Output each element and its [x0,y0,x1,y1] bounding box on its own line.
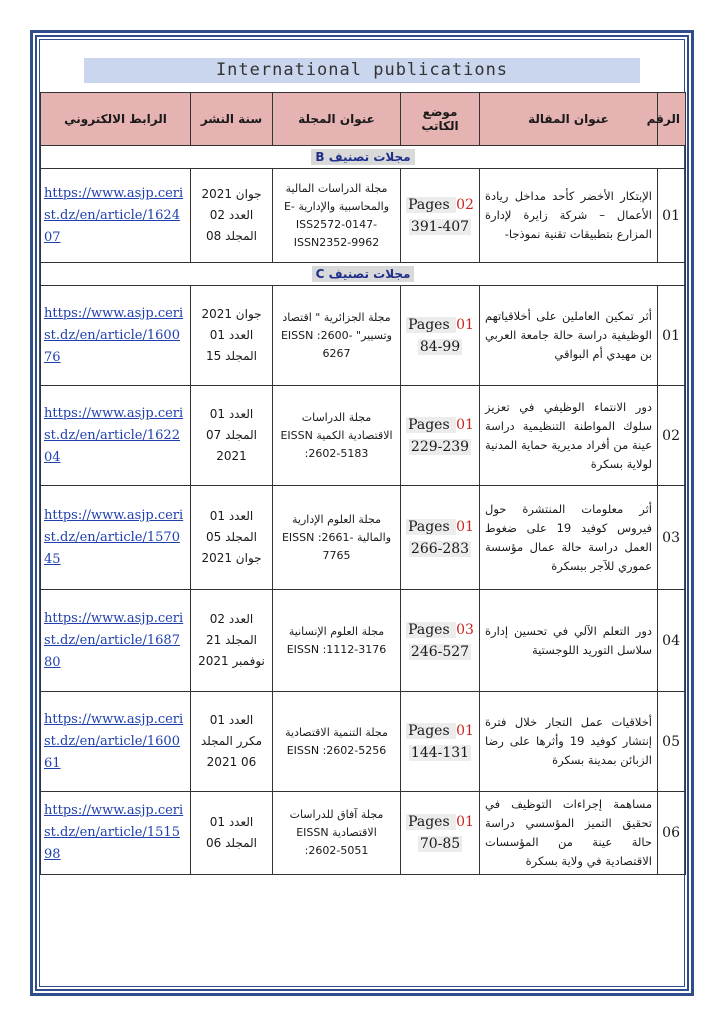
publication-year: العدد 01 مكرر المجلد 06 2021 [191,692,273,792]
pages-range: 266-283 [410,540,470,557]
category-b-header [41,146,686,169]
category-c-header-label: مجلات تصنيف C [312,266,415,282]
journal-title: مجلة آفاق للدراسات الاقتصادية EISSN :2602-5051 [273,792,401,875]
article-title: الإبتكار الأخضر كأحد مداخل ريادة الأعمال – شركة زايرة لإدارة المزارع بتطبيقات تقنية نموذجا- [480,169,658,263]
publication-year: العدد 02 المجلد 21 نوفمبر 2021 [191,590,273,692]
article-link[interactable]: https://www.asjp.cerist.dz/en/article/160061 [44,711,184,771]
table-row [41,286,686,386]
author-position [401,590,480,692]
article-link[interactable]: https://www.asjp.cerist.dz/en/article/168780 [44,610,184,670]
publication-year: العدد 01 المجلد 05 جوان 2021 [191,486,273,590]
header-position: موضع الكاتب [401,93,480,146]
publication-year: العدد 01 المجلد 06 [191,792,273,875]
table-row [41,792,686,875]
pages-range: 246-527 [410,643,470,660]
pages-range: 391-407 [410,218,470,235]
pages-range: 229-239 [410,438,470,455]
author-rank: 01 [456,722,474,739]
article-link[interactable]: https://www.asjp.cerist.dz/en/article/157045 [44,507,184,567]
article-title: دور التعلم الآلي في تحسين إدارة سلاسل التوريد اللوجستية [480,590,658,692]
table-row [41,386,686,486]
article-title: دور الانتماء الوظيفي في تعزيز سلوك المواطنة التنظيمية دراسة عينة من أفراد مديرية حماية المدنية لولاية بسكرة [480,386,658,486]
journal-title: مجلة العلوم الإدارية والمالية EISSN :2661-7765 [273,486,401,590]
article-link[interactable]: https://www.asjp.cerist.dz/en/article/162204 [44,405,184,465]
row-number: 04 [658,590,686,692]
header-article: عنوان المقالة [480,93,658,146]
article-link-cell [41,169,191,263]
article-link-cell [41,286,191,386]
journal-title: مجلة الجزائرية " اقتصاد وتسيير" EISSN :2600-6267 [273,286,401,386]
pages-label: Pages [408,416,455,433]
table-row [41,590,686,692]
author-position [401,486,480,590]
row-number: 01 [658,169,686,263]
pages-range: 70-85 [419,836,461,852]
publication-year: العدد 01 المجلد 07 2021 [191,386,273,486]
article-link-cell [41,386,191,486]
article-link-cell [41,590,191,692]
row-number: 02 [658,386,686,486]
pages-label: Pages [408,814,455,830]
category-c-header [41,263,686,286]
journal-title: مجلة الدراسات الاقتصادية الكمية EISSN :2602-5183 [273,386,401,486]
header-year: سنة النشر [191,93,273,146]
pages-range: 84-99 [419,338,461,355]
pages-label: Pages [408,722,455,739]
table-row [41,169,686,263]
pages-range: 144-131 [410,744,470,761]
publication-year: جوان 2021 العدد 01 المجلد 15 [191,286,273,386]
article-link-cell [41,692,191,792]
header-link: الرابط الالكتروني [41,93,191,146]
header-journal: عنوان المجلة [273,93,401,146]
article-title: أخلاقيات عمل التجار خلال فترة إنتشار كوفيد 19 وأثرها على رضا الزبائن بمدينة بسكرة [480,692,658,792]
pages-label: Pages [408,518,455,535]
publication-year: جوان 2021 العدد 02 المجلد 08 [191,169,273,263]
article-link-cell [41,792,191,875]
row-number: 01 [658,286,686,386]
author-rank: 01 [456,316,474,333]
pages-label: Pages [408,621,455,638]
publications-table [40,92,686,875]
article-title: أثر تمكين العاملين على أخلاقياتهم الوظيفية دراسة حالة جامعة العربي بن مهيدي أم البواقي [480,286,658,386]
row-number: 06 [658,792,686,875]
author-position [401,792,480,875]
header-num: الرقم [658,93,686,146]
category-c-header-row [41,263,686,286]
pages-label: Pages [408,196,455,213]
table-row [41,692,686,792]
author-rank: 01 [456,416,474,433]
author-rank: 01 [456,518,474,535]
author-rank: 02 [456,196,474,213]
page-title: International publications [84,58,640,83]
article-title: مساهمة إجراءات التوظيف في تحقيق التميز المؤسسي دراسة حالة عينة من المؤسسات الاقتصادية في ولاية بسكرة [480,792,658,875]
table-row [41,486,686,590]
author-rank: 03 [456,621,474,638]
author-position [401,286,480,386]
article-link[interactable]: https://www.asjp.cerist.dz/en/article/160076 [44,305,184,365]
article-title: أثر معلومات المنتشرة حول فيروس كوفيد 19 على ضغوط العمل دراسة حالة عمال مؤسسة عموري للآجر ببسكرة [480,486,658,590]
article-link-cell [41,486,191,590]
pages-label: Pages [408,316,455,333]
author-rank: 01 [456,814,474,830]
table-header-row [41,93,686,146]
journal-title: مجلة التنمية الاقتصادية EISSN :2602-5256 [273,692,401,792]
article-link[interactable]: https://www.asjp.cerist.dz/en/article/162407 [44,185,184,245]
journal-title: مجلة العلوم الإنسانية EISSN :1112-3176 [273,590,401,692]
author-position [401,169,480,263]
row-number: 03 [658,486,686,590]
category-b-header-row [41,146,686,169]
row-number: 05 [658,692,686,792]
author-position [401,386,480,486]
journal-title: مجلة الدراسات المالية والمحاسبية والإدارية E-ISS2572-0147-ISSN2352-9962 [273,169,401,263]
category-b-header-label: مجلات تصنيف B [311,149,414,165]
author-position [401,692,480,792]
article-link[interactable]: https://www.asjp.cerist.dz/en/article/151598 [44,803,184,862]
